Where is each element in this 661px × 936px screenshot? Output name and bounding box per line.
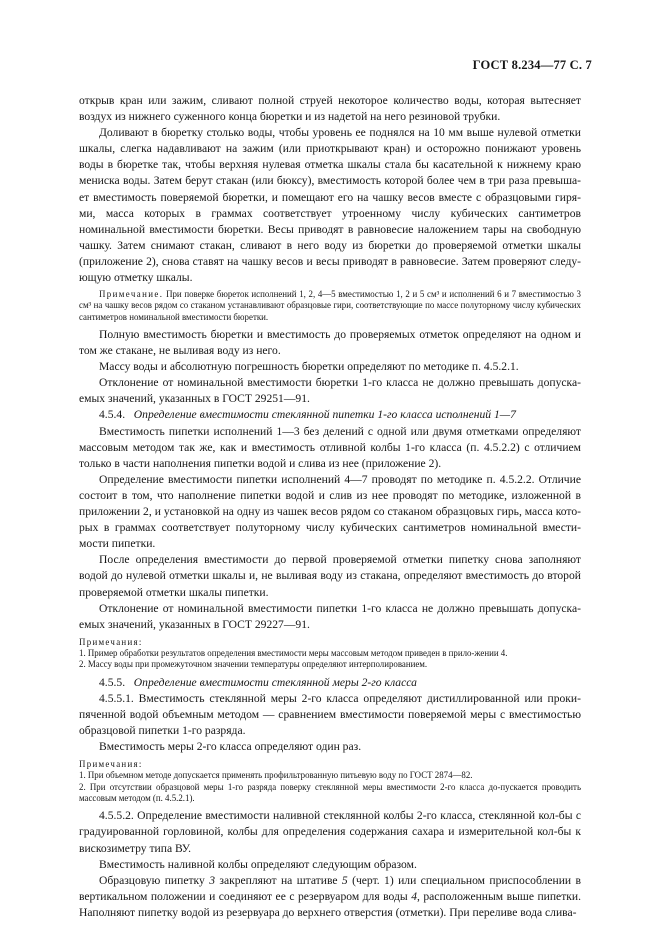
paragraph: После определения вместимости до первой проверяемой отметки пипетку снова заполняют водой до нулевой отметки шкалы и, не выливая воду из стакана, определяют вместимость до второй проверяемой отметки шкалы пипетки. xyxy=(79,553,581,599)
note-text: При поверке бюреток исполнений 1, 2, 4—5 вместимостью 1, 2 и 5 см³ и исполнений 6 и 7 вместимостью 3 см³ на чашку весов рядом со стаканом устанавливают образцовые гири, соответствующие по массе полуторному числу кубических сантиметров номинальной вместимости бюретки. xyxy=(79,289,581,322)
paragraph: 4.5.5.2. Определение вместимости наливной стеклянной колбы 2-го класса, стеклянной кол-бы с градуированной горловиной, колбы для определения содержания сахара и измерительной кол-бы к вискозиметру типа ВУ. xyxy=(79,809,581,855)
note-item: 1. При объемном методе допускается применять профильтрованную питьевую воду по ГОСТ 2874—82. xyxy=(79,770,473,781)
paragraph: Отклонение от номинальной вместимости пипетки 1-го класса не должно превышать допуска-емых значений, указанных в ГОСТ 29227—91. xyxy=(79,601,581,631)
section-heading xyxy=(79,675,581,691)
section-heading xyxy=(79,407,581,423)
section-number: 4.5.5. xyxy=(99,675,126,689)
paragraph: Отклонение от номинальной вместимости бюретки 1-го класса не должно превышать допуска-емых значений, указанных в ГОСТ 29251—91. xyxy=(79,376,581,406)
notes-heading: Примечания: xyxy=(79,636,143,647)
note-item: 2. Массу воды при промежуточном значении температуры определяют интерполированием. xyxy=(79,659,428,670)
section-title: Определение вместимости стеклянной меры 2-го класса xyxy=(133,675,417,689)
paragraph: Массу воды и абсолютную погрешность бюретки определяют по методике п. 4.5.2.1. xyxy=(99,360,519,374)
note xyxy=(79,289,581,323)
figure-ref: 5 xyxy=(341,873,348,887)
paragraph: Вместимость меры 2-го класса определяют один раз. xyxy=(99,740,362,754)
paragraph: Вместимость наливной колбы определяют следующим образом. xyxy=(99,857,417,871)
note-item: 1. Пример обработки результатов определения вместимости меры массовым методом приведен в прило-жении 4. xyxy=(79,648,508,659)
note-item: 2. При отсутствии образцовой меры 1-го разряда поверку стеклянной меры вместимости 2-го класса до-пускается проводить массовым методом (п. 4.5.2.1). xyxy=(79,781,581,804)
page-header: ГОСТ 8.234—77 С. 7 xyxy=(472,58,592,72)
document-body xyxy=(79,93,581,921)
figure-ref: 4 xyxy=(411,889,417,903)
note-label: Примечание. xyxy=(99,289,164,300)
paragraph: открыв кран или зажим, сливают полной струей некоторое количество воды, которая вытесняет воздух из нижнего суженного конца бюретки и из надетой на него резиновой трубки. xyxy=(79,94,581,124)
section-number: 4.5.4. xyxy=(99,408,126,422)
paragraph: Доливают в бюретку столько воды, чтобы уровень ее поднялся на 10 мм выше нулевой отметки шкалы, слегка надавливают на зажим (или приоткрывают кран) и осторожно понижают уровень воды в бюретке так, чтобы верхняя нулевая отметка шкалы стала бы касательной к нижнему краю мениска воды. Затем берут стакан (или бюксу), вместимость которой более чем в три раза превыша-ет вместимость поверяемой бюретки, и помещают его на чашку весов вместе с образцовыми гиря-ми, масса которых в граммах соответствует утроенному числу кубических сантиметров номинальной вместимости бюретки. Весы приводят в равновесие наложением тары на свободную чашку. Затем снимают стакан, сливают в него воду из бюретки до проверяемой отметки шкалы (приложение 2), снова ставят на чашку весов и весы приводят в равновесие. Затем проверяют следу-ющую отметку шкалы. xyxy=(79,126,581,285)
paragraph: 4.5.5.1. Вместимость стеклянной меры 2-го класса определяют дистиллированной или проки-пяченной водой объемным методом — сравнением вместимости поверяемой меры с вместимостью образцовой пипетки 1-го разряда. xyxy=(79,691,581,737)
text-run: закрепляют на штативе xyxy=(215,873,342,887)
text-run: (черт. 1) или специальном приспособлении в вертикальном положении и соединяют ее с резервуаром для воды xyxy=(79,873,581,903)
paragraph xyxy=(79,873,581,921)
notes-heading: Примечания: xyxy=(79,759,143,770)
paragraph: Вместимость пипетки исполнений 1—3 без делений с одной или двумя отметками определяют массовым методом так же, как и вместимость отливной колбы 1-го класса (п. 4.5.2.2) с отличием только в части наполнения пипетки водой и слива из нее (приложение 2). xyxy=(79,424,581,470)
paragraph: Определение вместимости пипетки исполнений 4—7 проводят по методике п. 4.5.2.2. Отличие состоит в том, что наполнение пипетки водой и слив из нее проводят по методике, изложенной в приложении 2, и установкой на одну из чашек весов рядом со стаканом образцовых гирь, масса кото-рых в граммах соответствует полуторному числу кубических сантиметров номинальной вмести-мости пипетки. xyxy=(79,472,581,551)
figure-ref: 3 xyxy=(209,873,215,887)
section-title: Определение вместимости стеклянной пипетки 1-го класса исполнений 1—7 xyxy=(133,408,516,422)
text-run: Образцовую пипетку xyxy=(99,873,210,887)
paragraph: Полную вместимость бюретки и вместимость до проверяемых отметок определяют на одном и том же стакане, не выливая воду из него. xyxy=(79,328,581,358)
text-run: , расположенным выше пипетки. Наполняют пипетку водой из резервуара до верхнего отверстия (отметки). При переливе вода слива- xyxy=(79,889,582,919)
